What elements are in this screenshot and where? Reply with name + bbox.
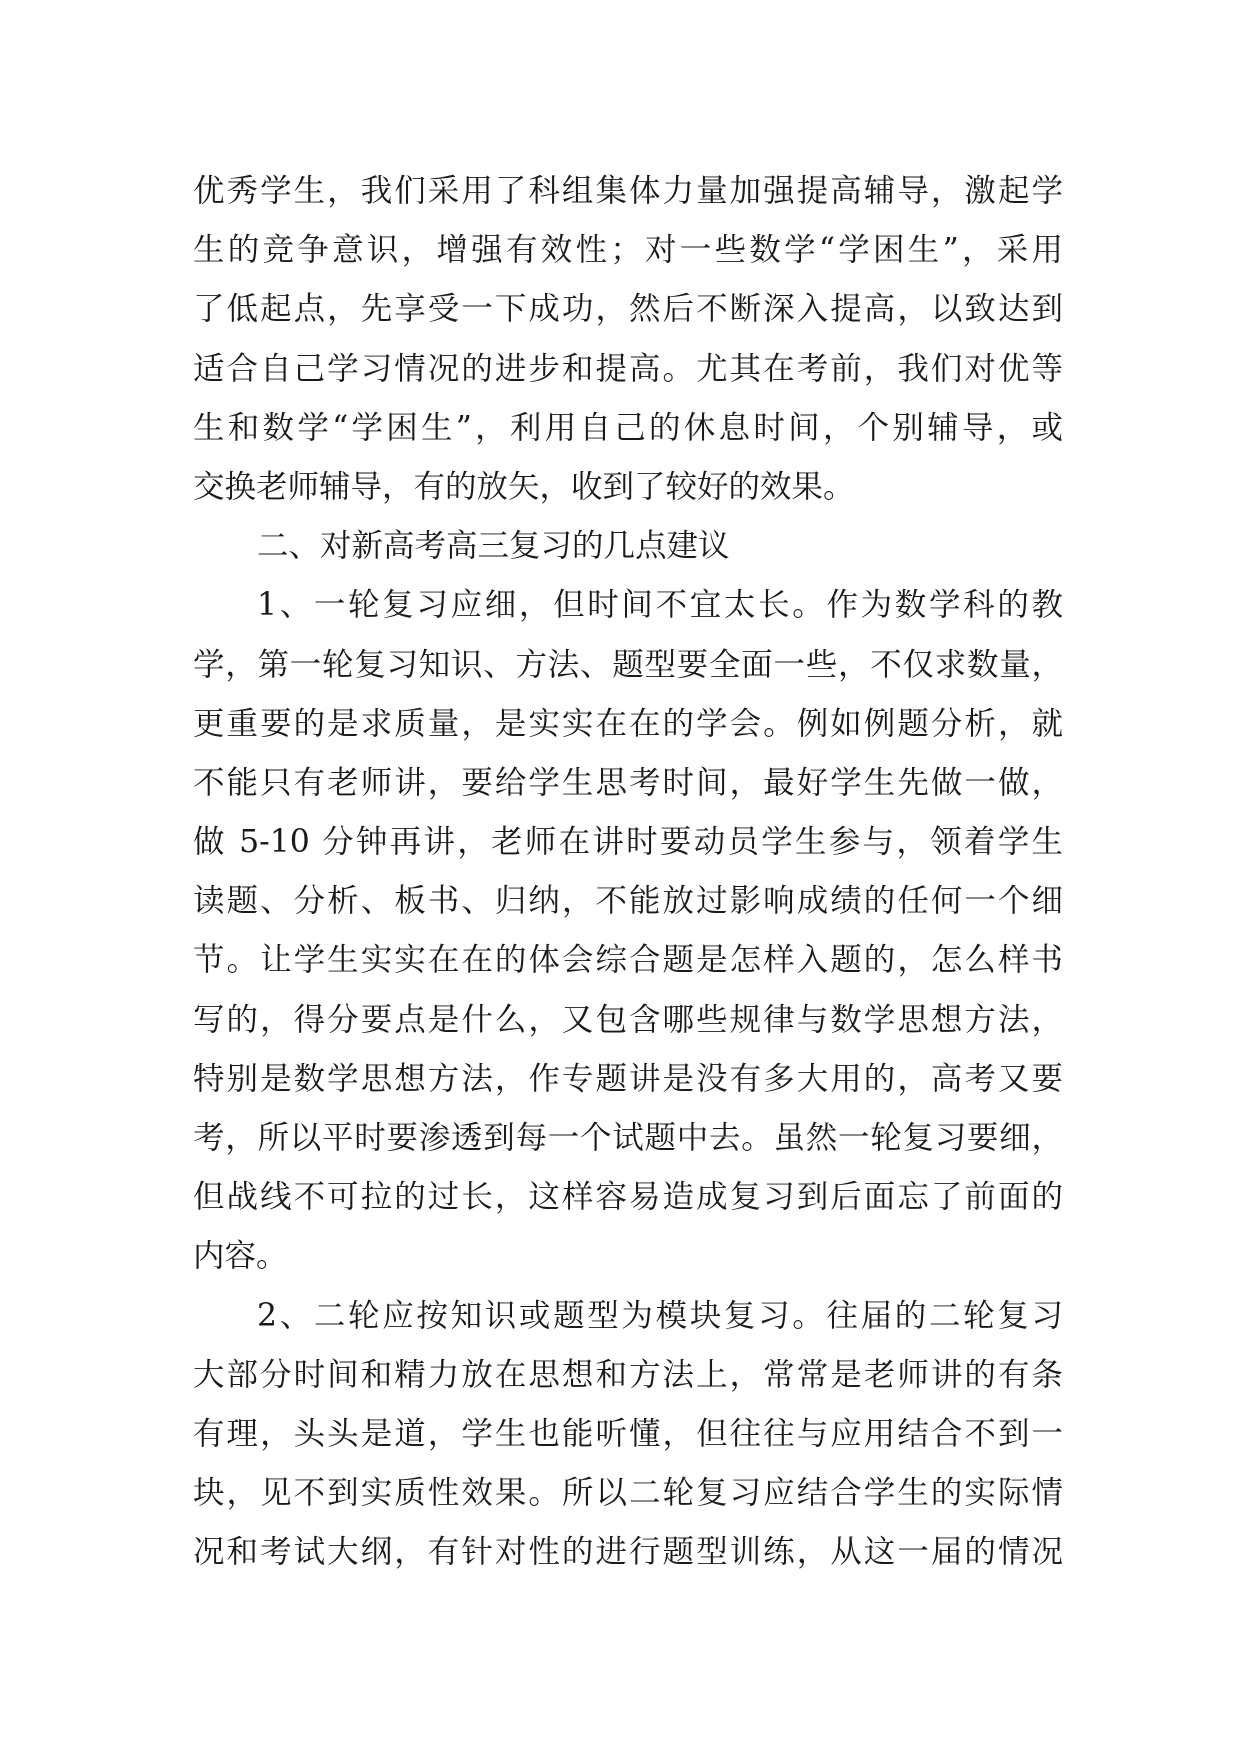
text-line: 交换老师辅导，有的放矢，收到了较好的效果。 <box>193 468 855 505</box>
text-line: 块，见不到实质性效果。所以二轮复习应结合学生的实际情 <box>193 1475 1063 1512</box>
text-line: 读题、分析、板书、归纳，不能放过影响成绩的任何一个细 <box>193 883 1063 920</box>
text-line: 生和数学“学困生”，利用自己的休息时间，个别辅导，或 <box>193 409 1063 446</box>
text-line: 考，所以平时要渗透到每一个试题中去。虽然一轮复习要细， <box>193 1120 1063 1156</box>
section-heading: 二、对新高考高三复习的几点建议 <box>257 528 730 565</box>
text-line: 特别是数学思想方法，作专题讲是没有多大用的，高考又要 <box>193 1060 1063 1097</box>
text-line: 了低起点，先享受一下成功，然后不断深入提高，以致达到 <box>193 291 1063 328</box>
text-line: 不能只有老师讲，要给学生思考时间，最好学生先做一做， <box>193 764 1063 801</box>
text-line: 生的竞争意识，增强有效性；对一些数学“学困生”，采用 <box>193 232 1063 269</box>
text-line: 但战线不可拉的过长，这样容易造成复习到后面忘了前面的 <box>193 1179 1063 1216</box>
document-body <box>193 162 1063 1583</box>
paragraph-first-line: 2、二轮应按知识或题型为模块复习。往届的二轮复习 <box>257 1297 1063 1334</box>
text-line: 优秀学生，我们采用了科组集体力量加强提高辅导，激起学 <box>193 173 1063 209</box>
text-line: 写的，得分要点是什么，又包含哪些规律与数学思想方法， <box>193 1001 1063 1038</box>
text-line: 适合自己学习情况的进步和提高。尤其在考前，我们对优等 <box>193 350 1063 387</box>
text-line: 大部分时间和精力放在思想和方法上，常常是老师讲的有条 <box>193 1356 1063 1393</box>
text-line: 有理，头头是道，学生也能听懂，但往往与应用结合不到一 <box>193 1415 1063 1452</box>
text-line: 况和考试大纲，有针对性的进行题型训练，从这一届的情况 <box>193 1534 1063 1571</box>
paragraph-first-line: 1、一轮复习应细，但时间不宜太长。作为数学科的教 <box>257 587 1063 624</box>
text-line: 内容。 <box>193 1238 288 1275</box>
text-line: 更重要的是求质量，是实实在在的学会。例如例题分析，就 <box>193 705 1063 742</box>
text-line: 做 5-10 分钟再讲，老师在讲时要动员学生参与，领着学生 <box>193 824 1063 861</box>
text-line: 学，第一轮复习知识、方法、题型要全面一些，不仅求数量， <box>193 646 1063 683</box>
text-line: 节。让学生实实在在的体会综合题是怎样入题的，怎么样书 <box>193 942 1063 979</box>
